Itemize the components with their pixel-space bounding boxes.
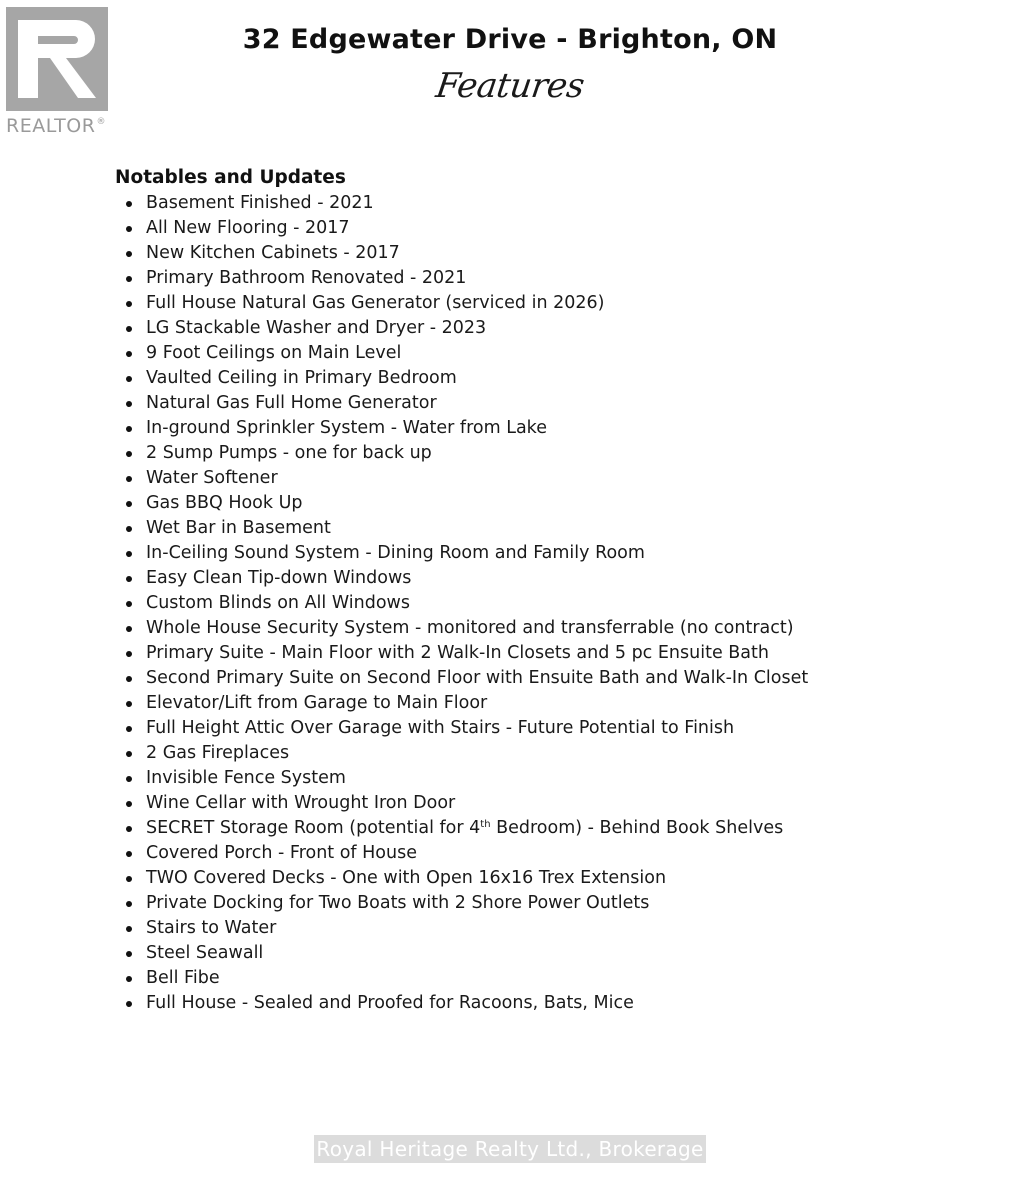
list-item-label: Full House - Sealed and Proofed for Racoons, Bats, Mice (146, 993, 634, 1013)
list-item-label: 2 Sump Pumps - one for back up (146, 443, 432, 463)
list-item (115, 266, 975, 291)
list-item (115, 391, 975, 416)
bullet-icon (126, 676, 132, 682)
bullet-icon (126, 276, 132, 282)
list-item-label: All New Flooring - 2017 (146, 218, 350, 238)
bullet-icon (126, 301, 132, 307)
list-item-label: 9 Foot Ceilings on Main Level (146, 343, 402, 363)
list-item-label: Natural Gas Full Home Generator (146, 393, 437, 413)
bullet-icon (126, 651, 132, 657)
list-item (115, 991, 975, 1016)
list-item (115, 566, 975, 591)
bullet-icon (126, 926, 132, 932)
page-subtitle: Features (433, 66, 587, 106)
list-item-label: Elevator/Lift from Garage to Main Floor (146, 693, 488, 713)
bullet-icon (126, 826, 132, 832)
list-item-label: Custom Blinds on All Windows (146, 593, 410, 613)
list-item-label: 2 Gas Fireplaces (146, 743, 290, 763)
bullet-icon (126, 576, 132, 582)
list-item-label: Second Primary Suite on Second Floor with Ensuite Bath and Walk-In Closet (146, 668, 809, 688)
section-heading: Notables and Updates (115, 167, 346, 188)
list-item-label: Full Height Attic Over Garage with Stairs - Future Potential to Finish (146, 718, 735, 738)
bullet-icon (126, 551, 132, 557)
list-item (115, 741, 975, 766)
bullet-icon (126, 851, 132, 857)
list-item-label: TWO Covered Decks - One with Open 16x16 Trex Extension (146, 868, 667, 888)
bullet-icon (126, 976, 132, 982)
bullet-icon (126, 951, 132, 957)
list-item-label: Full House Natural Gas Generator (serviced in 2026) (146, 293, 605, 313)
list-item-label: LG Stackable Washer and Dryer - 2023 (146, 318, 487, 338)
bullet-icon (126, 726, 132, 732)
list-item-label: Covered Porch - Front of House (146, 843, 417, 863)
page-title: 32 Edgewater Drive - Brighton, ON (242, 24, 778, 55)
list-item-label: Wine Cellar with Wrought Iron Door (146, 793, 456, 813)
brokerage-watermark: Royal Heritage Realty Ltd., Brokerage (316, 1137, 704, 1161)
bullet-icon (126, 801, 132, 807)
bullet-icon (126, 526, 132, 532)
list-item (115, 491, 975, 516)
list-item (115, 241, 975, 266)
list-item (115, 191, 975, 216)
list-item (115, 441, 975, 466)
bullet-icon (126, 451, 132, 457)
bullet-icon (126, 876, 132, 882)
list-item (115, 216, 975, 241)
list-item-label: Water Softener (146, 468, 278, 488)
list-item-label: Gas BBQ Hook Up (146, 493, 303, 513)
list-item-label: SECRET Storage Room (potential for 4 (146, 818, 481, 838)
list-item-label: Wet Bar in Basement (146, 518, 331, 538)
list-item-label: Private Docking for Two Boats with 2 Shore Power Outlets (146, 893, 650, 913)
list-item (115, 891, 975, 916)
bullet-icon (126, 901, 132, 907)
bullet-icon (126, 251, 132, 257)
bullet-icon (126, 701, 132, 707)
bullet-icon (126, 426, 132, 432)
list-item-label: Whole House Security System - monitored and transferrable (no contract) (146, 618, 794, 638)
list-item (115, 291, 975, 316)
list-item-label: Steel Seawall (146, 943, 264, 963)
ordinal-superscript: th (480, 819, 491, 830)
list-item-label: Primary Suite - Main Floor with 2 Walk-In Closets and 5 pc Ensuite Bath (146, 643, 769, 663)
bullet-icon (126, 226, 132, 232)
list-item (115, 641, 975, 666)
list-item-label: Vaulted Ceiling in Primary Bedroom (146, 368, 457, 388)
feature-list (115, 191, 975, 1016)
list-item-label: In-ground Sprinkler System - Water from Lake (146, 418, 547, 438)
list-item (115, 916, 975, 941)
list-item (115, 666, 975, 691)
bullet-icon (126, 601, 132, 607)
list-item-label: Invisible Fence System (146, 768, 346, 788)
list-item-label: Primary Bathroom Renovated - 2021 (146, 268, 467, 288)
bullet-icon (126, 1001, 132, 1007)
list-item (115, 791, 975, 816)
bullet-icon (126, 501, 132, 507)
bullet-icon (126, 376, 132, 382)
bullet-icon (126, 326, 132, 332)
bullet-icon (126, 476, 132, 482)
list-item (115, 841, 975, 866)
list-item (115, 766, 975, 791)
bullet-icon (126, 351, 132, 357)
list-item (115, 866, 975, 891)
list-item (115, 591, 975, 616)
list-item-label: Basement Finished - 2021 (146, 193, 374, 213)
list-item (115, 341, 975, 366)
list-item-label: Easy Clean Tip-down Windows (146, 568, 412, 588)
list-item-label: Bell Fibe (146, 968, 220, 988)
list-item-label: Stairs to Water (146, 918, 277, 938)
bullet-icon (126, 626, 132, 632)
list-item (115, 366, 975, 391)
list-item-label: New Kitchen Cabinets - 2017 (146, 243, 400, 263)
realtor-wordmark: REALTOR® (6, 115, 106, 137)
list-item (115, 466, 975, 491)
bullet-icon (126, 401, 132, 407)
list-item (115, 941, 975, 966)
list-item (115, 966, 975, 991)
list-item (115, 616, 975, 641)
list-item (115, 541, 975, 566)
bullet-icon (126, 201, 132, 207)
features-section (115, 166, 975, 1016)
footer (0, 1135, 1020, 1163)
list-item-label-continued: Bedroom) - Behind Book Shelves (490, 818, 784, 838)
bullet-icon (126, 776, 132, 782)
list-item (115, 816, 975, 841)
list-item-label: In-Ceiling Sound System - Dining Room and Family Room (146, 543, 645, 563)
bullet-icon (126, 751, 132, 757)
list-item (115, 316, 975, 341)
list-item (115, 416, 975, 441)
list-item (115, 691, 975, 716)
list-item (115, 516, 975, 541)
list-item (115, 716, 975, 741)
